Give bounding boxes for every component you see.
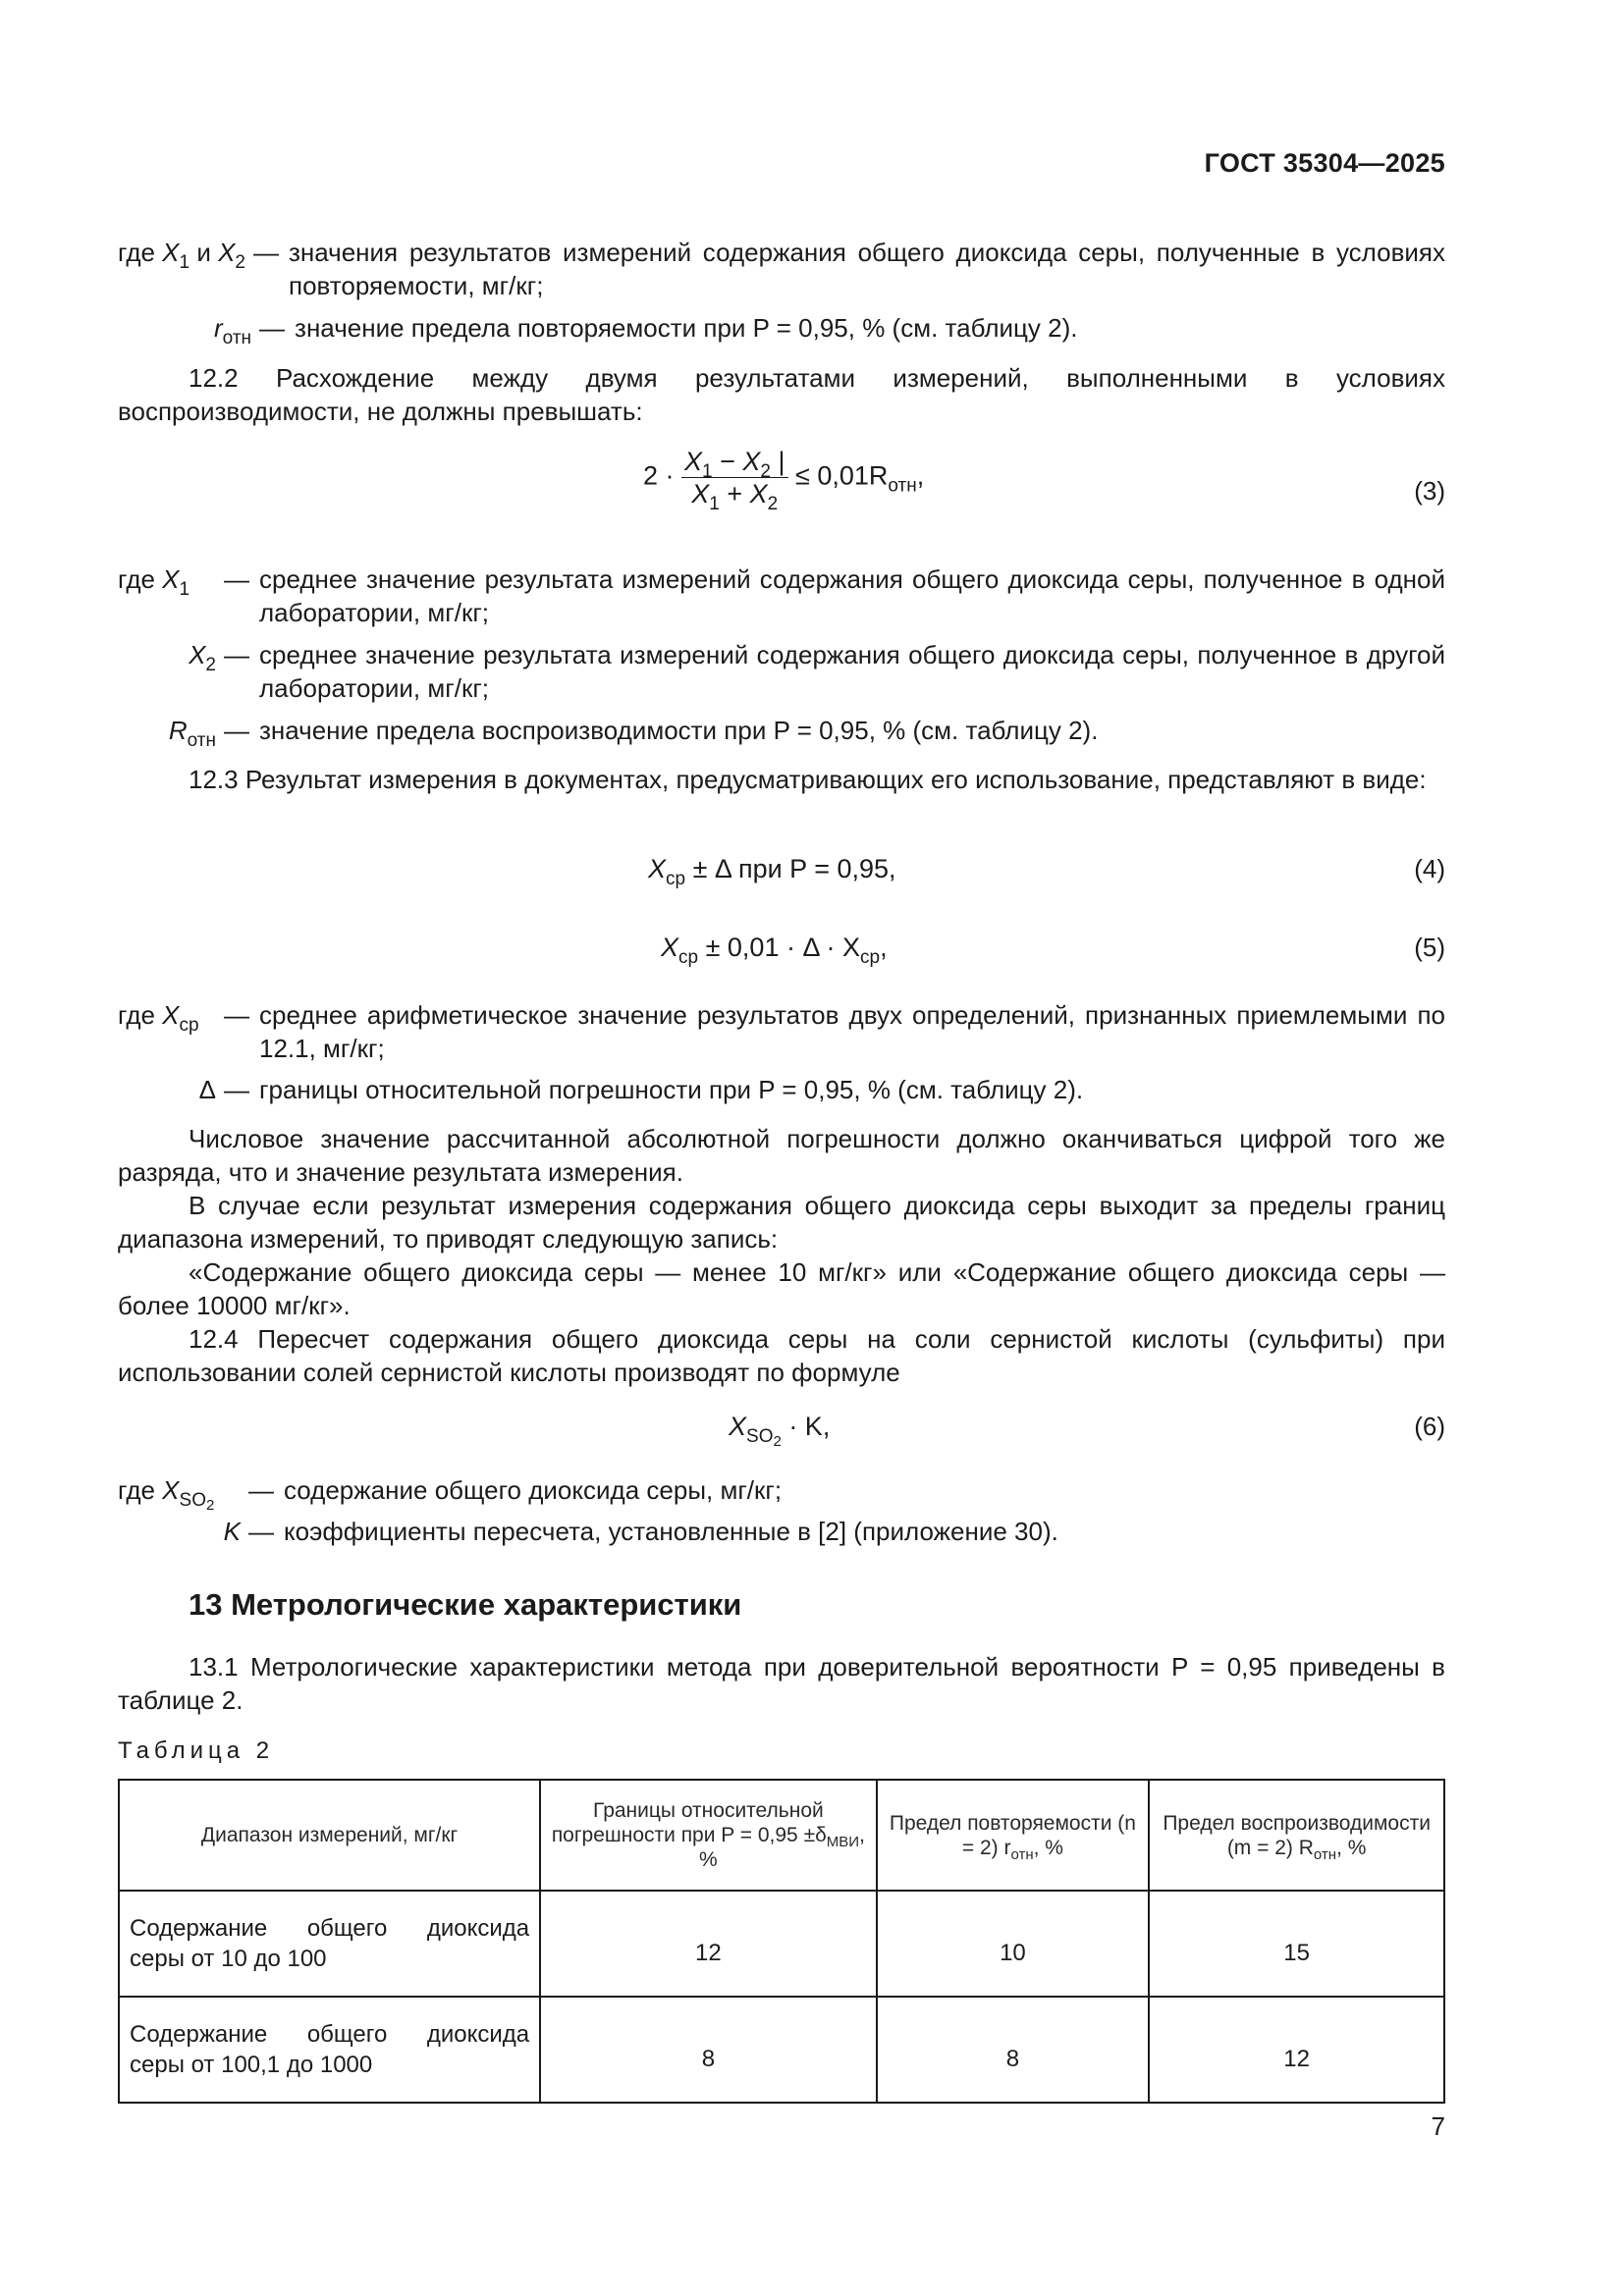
cell-range: Содержание общего диоксида серы от 10 до 100 <box>119 1891 540 1997</box>
header-delta: Границы относительной погрешности при $P = 0,95 \pm\delta_{МВИ}$, % <box>540 1780 876 1891</box>
paragraph-12-3: 12.3 Результат измерения в документах, предусматривающих его использование, представляют в виде: <box>189 765 1427 794</box>
table-caption: Таблица 2 <box>118 1737 275 1764</box>
equation-3: 2 · $\frac{X_1 - X_2 |}{X_1 + X_2}$ ≤ $0,01R_{отн}$, <box>643 447 925 514</box>
table-row <box>119 1997 1444 2103</box>
table-row <box>119 1891 1444 1997</box>
em-dash: — <box>248 1475 274 1505</box>
equation-5: $X_{ср} \pm 0,01 \cdot \Delta \cdot X_{ср}$, <box>661 933 888 968</box>
definition-label: где $X_1$ и $X_2$ <box>118 238 245 273</box>
cell-repeatability: 10 <box>877 1891 1150 1997</box>
definition-x1-x2 <box>118 236 1445 302</box>
em-dash: — <box>259 313 286 343</box>
paragraph-12-4: 12.4 Пересчет содержания общего диоксида серы на соли сернистой кислоты (сульфиты) при использовании солей сернистой кислоты производят по формуле <box>118 1324 1445 1387</box>
paragraph-record: «Содержание общего диоксида серы — менее 10 мг/кг» или «Содержание общего диоксида серы — более 10000 мг/кг». <box>118 1257 1445 1320</box>
equation-6: $X_{SO_2} \cdot K$, <box>729 1412 831 1450</box>
cell-repeatability: 8 <box>877 1997 1150 2103</box>
document-id-header: ГОСТ 35304—2025 <box>1204 148 1445 178</box>
equation-number-5: (5) <box>1414 933 1445 962</box>
definition-label: K <box>223 1517 241 1546</box>
definition-text: значение предела воспроизводимости при P = 0,95, % (см. таблицу 2). <box>259 716 1099 745</box>
cell-delta: 8 <box>540 1997 876 2103</box>
definition-label: $X_2$ <box>189 640 216 675</box>
equation-number-4: (4) <box>1414 854 1445 883</box>
em-dash: — <box>248 1517 274 1546</box>
equation-number-6: (6) <box>1414 1412 1445 1441</box>
definition-text: содержание общего диоксида серы, мг/кг; <box>284 1475 783 1505</box>
paragraph-13-1: 13.1 Метрологические характеристики метода при доверительной вероятности P = 0,95 приведены в таблице 2. <box>118 1652 1445 1715</box>
definition-text: значения результатов измерений содержания общего диоксида серы, полученные в условиях повторяемости, мг/кг; <box>289 238 1445 300</box>
em-dash: — <box>224 1075 249 1104</box>
em-dash: — <box>224 564 249 594</box>
definition-text: коэффициенты пересчета, установленные в [2] (приложение 30). <box>284 1517 1058 1546</box>
header-range: Диапазон измерений, мг/кг <box>119 1780 540 1891</box>
header-repeatability: Предел повторяемости (n = 2) $r_{отн}$, % <box>877 1780 1150 1891</box>
em-dash: — <box>253 238 279 267</box>
paragraph-numeric-value: Числовое значение рассчитанной абсолютной погрешности должно оканчиваться цифрой того же разряда, что и значение результата измерения. <box>118 1124 1445 1187</box>
definition-text: среднее значение результата измерений содержания общего диоксида серы, полученное в одной лаборатории, мг/кг; <box>259 564 1445 627</box>
definition-x2 <box>118 638 1445 705</box>
definition-label: $R_{отн}$ <box>168 716 216 751</box>
definition-x-so2 <box>118 1473 1445 1514</box>
definition-delta <box>118 1073 1445 1106</box>
fraction: $\frac{X_1 - X_2 |}{X_1 + X_2}$ <box>681 447 787 508</box>
cell-reproducibility: 12 <box>1149 1997 1444 2103</box>
em-dash: — <box>224 716 249 745</box>
definition-label: $r_{отн}$ <box>214 313 252 348</box>
section-13-heading: 13 Метрологические характеристики <box>189 1587 742 1622</box>
table-header-row <box>119 1780 1444 1891</box>
cell-delta: 12 <box>540 1891 876 1997</box>
definition-text: среднее арифметическое значение результатов двух определений, признанных приемлемыми по 12.1, мг/кг; <box>259 1000 1445 1063</box>
page-number: 7 <box>1431 2111 1445 2141</box>
paragraph-12-2: 12.2 Расхождение между двумя результатами измерений, выполненными в условиях воспроизводимости, не должны превышать: <box>118 363 1445 426</box>
definition-text: значение предела повторяемости при P = 0,95, % (см. таблицу 2). <box>295 313 1078 343</box>
definition-x1 <box>118 562 1445 629</box>
metrology-table <box>118 1779 1445 2104</box>
definition-r-otn-reproducibility <box>118 714 1445 751</box>
em-dash: — <box>224 1000 249 1030</box>
definition-label: где $X_{SO_2}$ <box>118 1475 215 1514</box>
header-reproducibility: Предел воспроизводимости (m = 2) $R_{отн}$, % <box>1149 1780 1444 1891</box>
definition-text: среднее значение результата измерений содержания общего диоксида серы, полученное в другой лаборатории, мг/кг; <box>259 640 1445 703</box>
definition-label: где $X_{ср}$ <box>118 1000 199 1036</box>
definition-text: границы относительной погрешности при P = 0,95, % (см. таблицу 2). <box>259 1075 1084 1104</box>
cell-reproducibility: 15 <box>1149 1891 1444 1997</box>
equation-number-3: (3) <box>1414 476 1445 506</box>
paragraph-out-of-range: В случае если результат измерения содержания общего диоксида серы выходит за пределы границ диапазона измерений, то приводят следующую запись: <box>118 1191 1445 1254</box>
definition-label: Δ <box>198 1075 216 1104</box>
definition-k <box>118 1515 1445 1548</box>
definition-x-sr <box>118 998 1445 1065</box>
definition-r-otn <box>214 311 1445 348</box>
em-dash: — <box>224 640 249 669</box>
equation-4: $X_{ср} \pm \Delta$ при P = 0,95, <box>648 854 896 889</box>
cell-range: Содержание общего диоксида серы от 100,1 до 1000 <box>119 1997 540 2103</box>
definition-label: где $X_1$ <box>118 564 190 600</box>
